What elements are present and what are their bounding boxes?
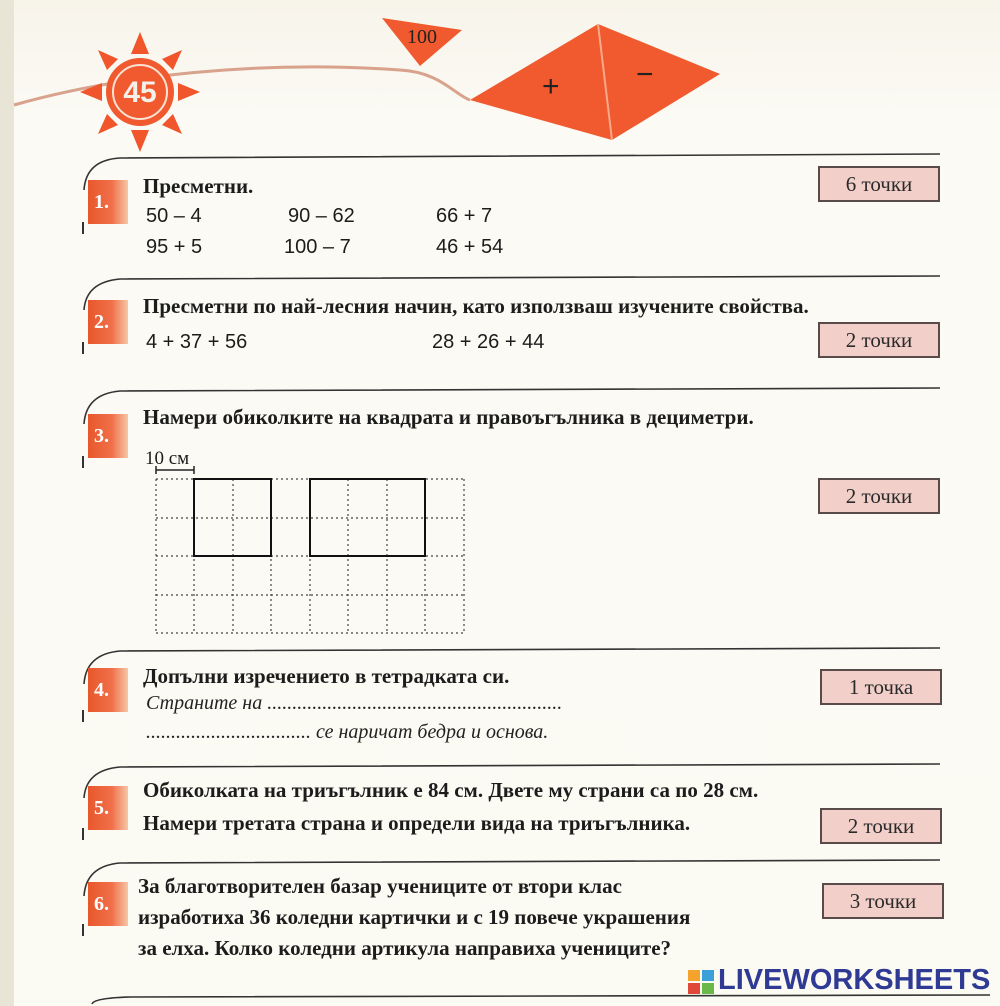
points-badge: 2 точки [820,808,942,844]
margin-tick [82,342,84,354]
task-number: 5. [88,786,128,830]
fill-in-sentence-line-2[interactable]: ................................. се наричат бедра и основа. [146,721,549,743]
task-text-line-3: за елха. Колко коледни артикула направиха учениците? [138,936,672,960]
margin-tick [82,924,84,936]
task-title: Пресметни. [143,174,254,198]
expression[interactable]: 95 + 5 [146,236,203,258]
task-number: 1. [88,180,128,224]
task-text-line-2: изработиха 36 коледни картички и с 19 повече украшения [138,905,691,929]
kite-minus-sign: − [636,58,654,91]
points-badge: 6 точки [818,166,940,202]
expression[interactable]: 46 + 54 [436,236,504,258]
liveworksheets-watermark: LIVEWORKSHEETS [718,964,991,996]
points-badge: 1 точка [820,669,942,705]
margin-tick [82,222,84,234]
margin-tick [82,828,84,840]
expression[interactable]: 100 – 7 [284,236,351,258]
flag-number: 100 [407,26,437,48]
task-number: 6. [88,882,128,926]
expression[interactable]: 4 + 37 + 56 [146,331,248,353]
task-text-line-1: Обиколката на триъгълник е 84 см. Двете му страни са по 28 см. [143,778,759,802]
page-number: 45 [123,76,157,109]
fill-in-sentence-line-1[interactable]: Страните на ........................................................... [146,692,563,714]
margin-tick [82,456,84,468]
dotted-grid [150,464,470,640]
task-title: Допълни изречението в тетрадката си. [143,664,510,688]
task-text-line-1: За благотворителен базар учениците от втори клас [138,874,622,898]
kite-plus-sign: + [542,70,560,103]
points-badge: 2 точки [818,322,940,358]
task-text-line-2: Намери третата страна и определи вида на триъгълника. [143,811,691,835]
task-number: 2. [88,300,128,344]
points-badge: 2 точки [818,478,940,514]
task-number: 3. [88,414,128,458]
scale-bar [156,466,194,474]
task-number: 4. [88,668,128,712]
margin-tick [82,710,84,722]
expression[interactable]: 66 + 7 [436,205,493,227]
expression[interactable]: 90 – 62 [288,205,355,227]
expression[interactable]: 50 – 4 [146,205,202,227]
scale-label: 10 см [145,448,190,469]
expression[interactable]: 28 + 26 + 44 [432,331,545,353]
points-badge: 3 точки [822,883,944,919]
task-title: Пресметни по най-лесния начин, като използваш изучените свойства. [143,294,809,318]
task-title: Намери обиколките на квадрата и правоъгълника в дециметри. [143,405,754,429]
liveworksheets-logo-icon [688,968,716,996]
